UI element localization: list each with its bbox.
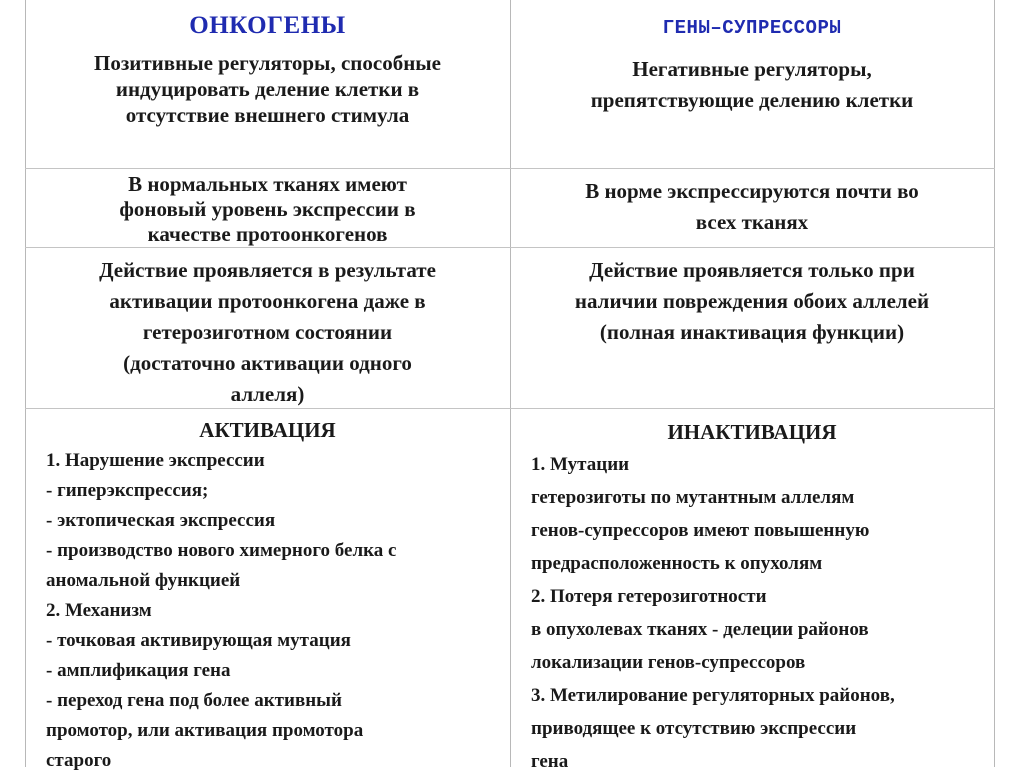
row-divider-1 [25, 168, 995, 169]
oncogenes-expression: В нормальных тканях имеют фоновый уровень экспрессии в качестве протоонкогенов [119, 172, 416, 246]
inactivation-title: ИНАКТИВАЦИЯ [667, 420, 837, 444]
activation-title: АКТИВАЦИЯ [199, 418, 336, 442]
suppressors-definition: Негативные регуляторы, препятствующие делению клетки [590, 57, 914, 112]
list-item: генов-супрессоров имеют повышенную [531, 520, 870, 541]
list-item: приводящее к отсутствию экспрессии [531, 718, 857, 739]
table-border-right [994, 0, 995, 767]
list-item: аномальной функцией [46, 570, 241, 591]
list-item: 2. Потеря гетерозиготности [531, 586, 767, 607]
list-item: 2. Механизм [46, 600, 152, 621]
list-item: старого [46, 750, 112, 771]
list-item: - переход гена под более активный [46, 690, 342, 711]
oncogenes-action: Действие проявляется в результате активации протоонкогена даже в гетерозиготном состоянии (достаточно активации одного аллеля) [99, 258, 436, 406]
suppressors-action: Действие проявляется только при наличии повреждения обоих аллелей (полная инактивация функции) [574, 258, 930, 344]
list-item: гетерозиготы по мутантным аллелям [531, 487, 855, 508]
list-item: в опухолевах тканях - делеции районов [531, 619, 869, 640]
list-item: - производство нового химерного белка с [46, 540, 397, 561]
suppressors-expression: В норме экспрессируются почти во всех тканях [585, 179, 919, 234]
inactivation-list [531, 448, 991, 778]
suppressors-header-cell [510, 14, 994, 116]
oncogenes-title: ОНКОГЕНЫ [189, 12, 346, 39]
list-item: 1. Мутации [531, 454, 630, 475]
oncogenes-definition: Позитивные регуляторы, способные индуцировать деление клетки в отсутствие внешнего стимула [93, 51, 442, 127]
list-item: - амплификация гена [46, 660, 231, 681]
list-item: локализации генов-супрессоров [531, 652, 806, 673]
list-item: гена [531, 751, 569, 772]
list-item: промотор, или активация промотора [46, 720, 364, 741]
row-divider-2 [25, 247, 995, 248]
oncogenes-header-cell [25, 10, 510, 128]
list-item: 3. Метилирование регуляторных районов, [531, 685, 895, 706]
list-item: 1. Нарушение экспрессии [46, 450, 265, 471]
list-item: предрасположенность к опухолям [531, 553, 823, 574]
list-item: - эктопическая экспрессия [46, 510, 276, 531]
list-item: - гиперэкспрессия; [46, 480, 209, 501]
list-item: - точковая активирующая мутация [46, 630, 351, 651]
activation-list [46, 446, 506, 776]
suppressors-title: ГЕНЫ–СУПРЕССОРЫ [662, 17, 842, 39]
